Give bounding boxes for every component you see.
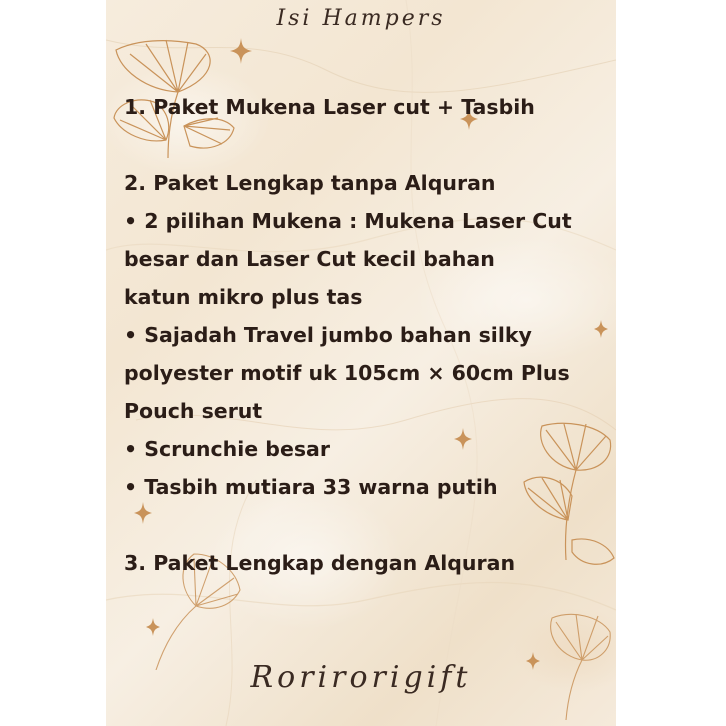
package-2-line: • 2 pilihan Mukena : Mukena Laser Cut (124, 209, 572, 233)
hamper-card (106, 0, 616, 726)
package-2-title: 2. Paket Lengkap tanpa Alquran (124, 171, 496, 195)
brand-signature: Rorirorigift (250, 660, 472, 695)
package-1: 1. Paket Mukena Laser cut + Tasbih (124, 95, 535, 119)
spacer (124, 506, 614, 544)
hamper-contents (124, 88, 614, 582)
package-2-line: • Sajadah Travel jumbo bahan silky (124, 323, 532, 347)
sparkle-star-icon (230, 38, 252, 64)
card-title: Isi Hampers (276, 6, 446, 31)
package-2-line: Pouch serut (124, 399, 263, 423)
sparkle-star-icon (146, 618, 160, 636)
package-2-line: • Scrunchie besar (124, 437, 330, 461)
package-2-line: • Tasbih mutiara 33 warna putih (124, 475, 498, 499)
package-2-line: polyester motif uk 105cm × 60cm Plus (124, 361, 570, 385)
package-2-line: katun mikro plus tas (124, 285, 363, 309)
package-3: 3. Paket Lengkap dengan Alquran (124, 551, 516, 575)
spacer (124, 126, 614, 164)
package-2-line: besar dan Laser Cut kecil bahan (124, 247, 495, 271)
